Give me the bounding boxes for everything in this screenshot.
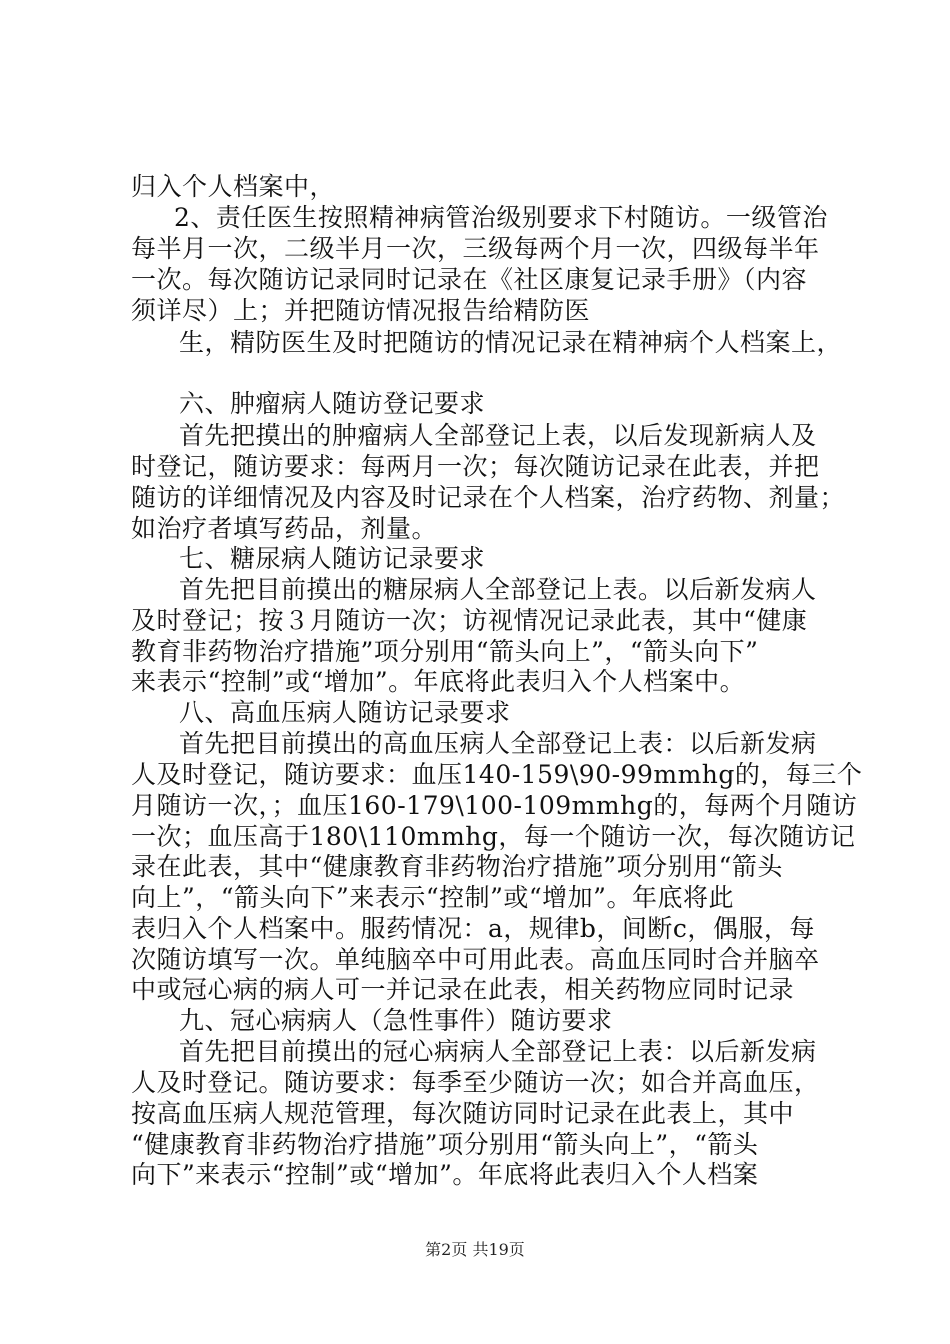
page-footer: 第2页 共19页 bbox=[425, 1240, 525, 1259]
text-line: 如治疗者填写药品，剂量。 bbox=[131, 514, 438, 543]
text-line: 每半月一次，二级半月一次，三级每两个月一次，四级每半年 bbox=[131, 234, 820, 263]
section-heading: 六、肿瘤病人随访登记要求 bbox=[179, 389, 486, 418]
text-line: 及时登记；按３月随访一次；访视情况记录此表，其中“健康 bbox=[131, 606, 808, 635]
text-line: 2、责任医生按照精神病管治级别要求下村随访。一级管治 bbox=[174, 203, 828, 232]
section-heading: 九、冠心病病人（急性事件）随访要求 bbox=[179, 1006, 613, 1035]
text-line: “健康教育非药物治疗措施”项分别用“箭头向上”，“箭头 bbox=[131, 1130, 759, 1159]
text-line: 人及时登记，随访要求：血压140-159\90-99mmhg的，每三个 bbox=[131, 760, 863, 789]
text-line: 须详尽）上；并把随访情况报告给精防医 bbox=[131, 296, 591, 325]
text-line: 教育非药物治疗措施”项分别用“箭头向上”，“箭头向下” bbox=[131, 637, 759, 666]
text-line: 一次；血压高于180\110mmhg，每一个随访一次，每次随访记 bbox=[131, 822, 856, 851]
text-line: 首先把目前摸出的糖尿病人全部登记上表。以后新发病人 bbox=[179, 575, 817, 604]
text-line: 按高血压病人规范管理，每次随访同时记录在此表上，其中 bbox=[131, 1099, 795, 1128]
text-line: 首先把目前摸出的冠心病病人全部登记上表：以后新发病 bbox=[179, 1037, 817, 1066]
text-line: 次随访填写一次。单纯脑卒中可用此表。高血压同时合并脑卒 bbox=[131, 945, 820, 974]
section-heading: 七、糖尿病人随访记录要求 bbox=[179, 544, 486, 573]
text-line: 月随访一次，；血压160-179\100-109mmhg的，每两个月随访 bbox=[131, 791, 858, 820]
text-line: 一次。每次随访记录同时记录在《社区康复记录手册》（内容 bbox=[131, 265, 808, 294]
text-line: 向上”，“箭头向下”来表示“控制”或“增加”。年底将此 bbox=[131, 883, 734, 912]
section-heading: 八、高血压病人随访记录要求 bbox=[179, 698, 511, 727]
text-line: 来表示“控制”或“增加”。年底将此表归入个人档案中。 bbox=[131, 667, 746, 696]
text-line: 随访的详细情况及内容及时记录在个人档案，治疗药物、剂量； bbox=[131, 483, 846, 512]
text-line: 生，精防医生及时把随访的情况记录在精神病个人档案上， bbox=[179, 328, 843, 357]
text-line: 向下”来表示“控制”或“增加”。年底将此表归入个人档案 bbox=[131, 1160, 759, 1189]
text-line: 首先把目前摸出的高血压病人全部登记上表：以后新发病 bbox=[179, 729, 817, 758]
text-line: 时登记，随访要求：每两月一次；每次随访记录在此表，并把 bbox=[131, 452, 820, 481]
text-line: 归入个人档案中， bbox=[131, 172, 336, 201]
text-line: 表归入个人档案中。服药情况：a，规律b，间断c，偶服，每 bbox=[131, 914, 815, 943]
text-line: 人及时登记。随访要求：每季至少随访一次；如合并高血压， bbox=[131, 1068, 820, 1097]
text-line: 首先把摸出的肿瘤病人全部登记上表，以后发现新病人及 bbox=[179, 421, 817, 450]
text-line: 中或冠心病的病人可一并记录在此表，相关药物应同时记录 bbox=[131, 975, 795, 1004]
text-line: 录在此表，其中“健康教育非药物治疗措施”项分别用“箭头 bbox=[131, 852, 783, 881]
